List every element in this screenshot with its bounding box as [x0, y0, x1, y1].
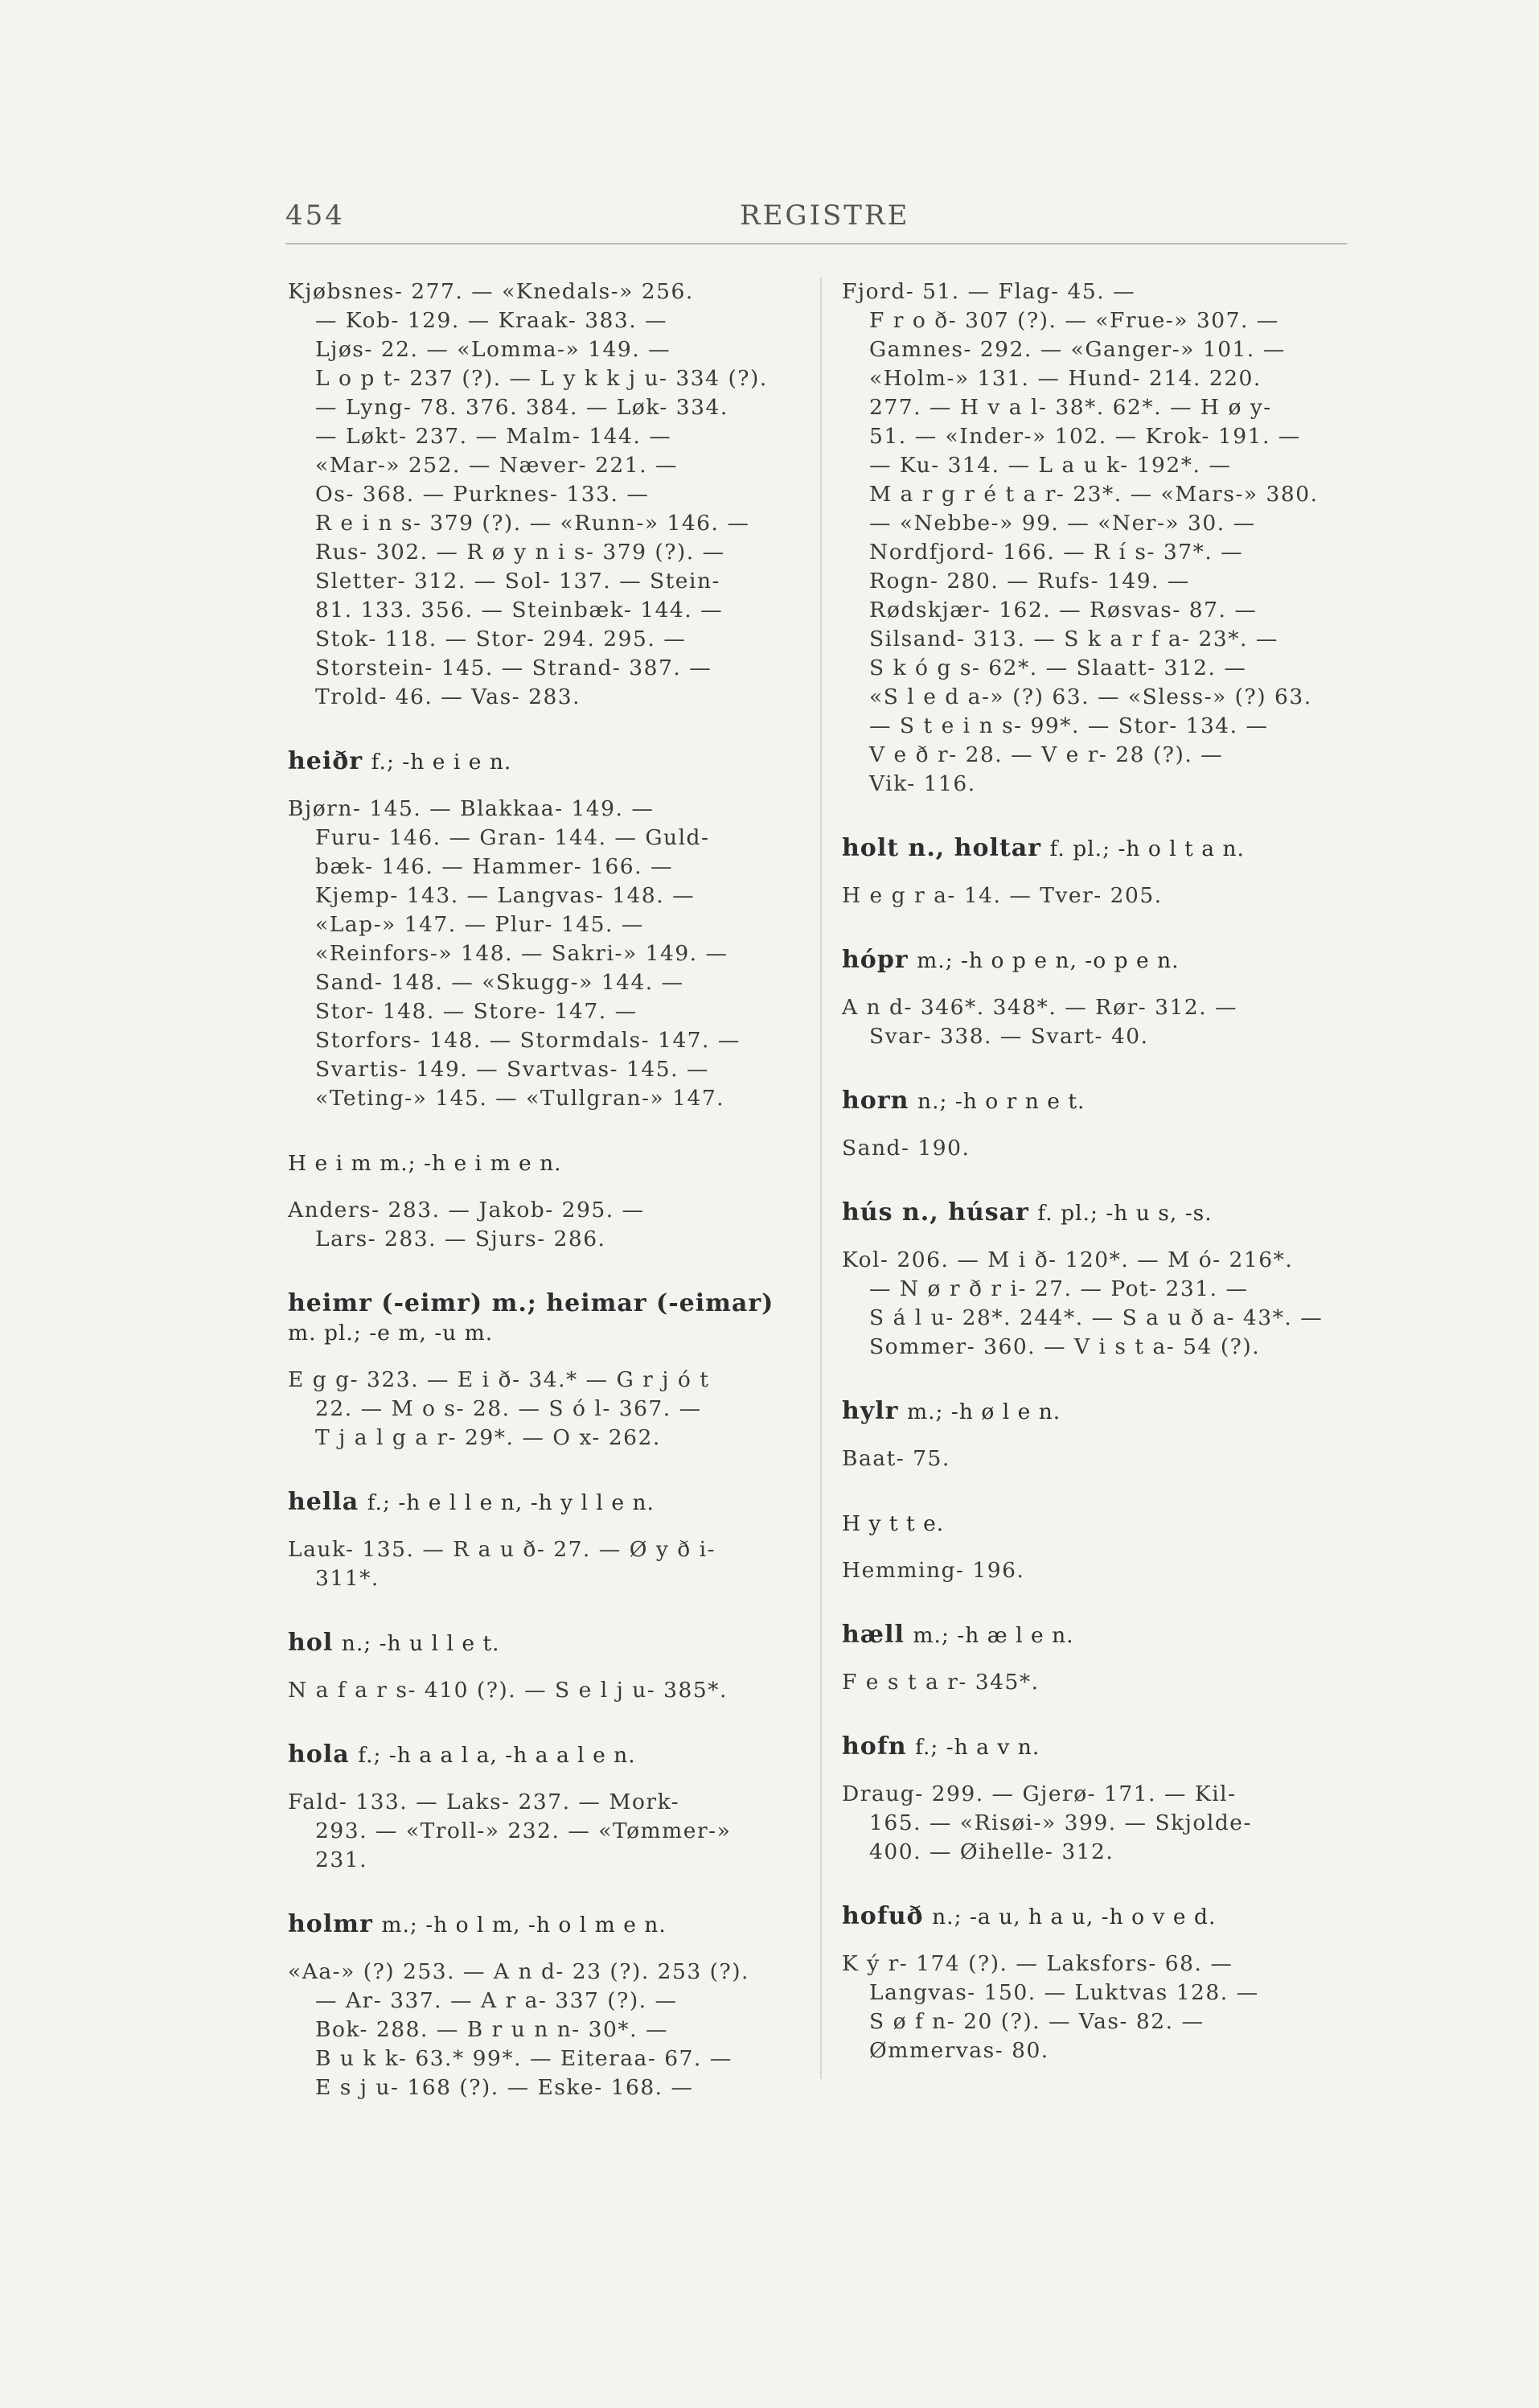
entry-headword: hylr [842, 1397, 899, 1425]
entry-line: E s j u- 168 (?). — Eske- 168. — [315, 2075, 694, 2100]
header-rule [285, 243, 1347, 244]
index-entry [288, 1149, 802, 1254]
entry-headword: horn [842, 1087, 909, 1115]
index-entry [842, 834, 1356, 910]
index-entry [842, 1902, 1356, 2065]
entry-line: — S t e i n s- 99*. — Stor- 134. — [869, 713, 1269, 738]
entry-line: Storstein- 145. — Strand- 387. — [315, 655, 712, 680]
entry-heading [842, 1509, 1356, 1539]
entry-line: 231. [315, 1847, 368, 1872]
index-entry [288, 277, 802, 712]
entry-line: L o p t- 237 (?). — L y k k j u- 334 (?). [315, 366, 768, 391]
entry-line: Silsand- 313. — S k a r f a- 23*. — [869, 627, 1278, 651]
entry-line: Hemming- 196. [842, 1558, 1025, 1583]
entry-grammar: f.; -h e i e n. [371, 750, 512, 775]
entry-line: V e ð r- 28. — V e r- 28 (?). — [869, 742, 1224, 767]
entry-line: «Mar-» 252. — Næver- 221. — [315, 453, 678, 478]
entry-grammar: f.; -h a v n. [915, 1735, 1040, 1760]
entry-grammar: m.; -h æ l e n. [913, 1623, 1074, 1648]
left-column [288, 277, 802, 2138]
entry-grammar: m.; -h o l m, -h o l m e n. [381, 1913, 667, 1937]
entry-heading [288, 1149, 802, 1178]
entry-grammar: m.; -h o p e n, -o p e n. [917, 948, 1180, 973]
entry-line: 400. — Øihelle- 312. [869, 1839, 1114, 1864]
entry-line: A n d- 346*. 348*. — Rør- 312. — [842, 995, 1238, 1020]
entry-line: Fjord- 51. — Flag- 45. — [842, 279, 1136, 304]
index-entry [842, 946, 1356, 1051]
entry-line: «Holm-» 131. — Hund- 214. 220. [869, 366, 1262, 391]
entry-line: Trold- 46. — Vas- 283. [315, 684, 581, 709]
entry-headword: hella [288, 1488, 359, 1516]
entry-line: F r o ð- 307 (?). — «Frue-» 307. — [869, 308, 1279, 333]
entry-line: «Reinfors-» 148. — Sakri-» 149. — [315, 941, 728, 966]
index-entry [842, 1732, 1356, 1867]
entry-line: Sletter- 312. — Sol- 137. — Stein- [315, 569, 720, 594]
entry-line: S k ó g s- 62*. — Slaatt- 312. — [869, 655, 1247, 680]
entry-line: N a f a r s- 410 (?). — S e l j u- 385*. [288, 1678, 728, 1703]
entry-heading [842, 1087, 1356, 1116]
entry-line: Bok- 288. — B r u n n- 30*. — [315, 2017, 668, 2042]
running-title: REGISTRE [740, 199, 910, 232]
entry-line: B u k k- 63.* 99*. — Eiteraa- 67. — [315, 2046, 733, 2071]
page-header [285, 199, 1347, 235]
entry-heading [288, 1910, 802, 1940]
entry-line: Kol- 206. — M i ð- 120*. — M ó- 216*. [842, 1247, 1294, 1272]
entry-line: — Ar- 337. — A r a- 337 (?). — [315, 1988, 678, 2013]
entry-line: 165. — «Risøi-» 399. — Skjolde- [869, 1810, 1252, 1835]
entry-line: Fald- 133. — Laks- 237. — Mork- [288, 1790, 680, 1814]
entry-line: 81. 133. 356. — Steinbæk- 144. — [315, 598, 724, 623]
entry-grammar: H e i m m.; -h e i m e n. [288, 1151, 562, 1176]
entry-line: K ý r- 174 (?). — Laksfors- 68. — [842, 1951, 1233, 1976]
entry-grammar: f.; -h a a l a, -h a a l e n. [358, 1743, 636, 1768]
entry-line: — Lyng- 78. 376. 384. — Løk- 334. [315, 395, 728, 420]
entry-line: Baat- 75. [842, 1446, 950, 1471]
entry-line: S ø f n- 20 (?). — Vas- 82. — [869, 2009, 1205, 2034]
entry-line: Rødskjær- 162. — Røsvas- 87. — [869, 598, 1258, 623]
entry-heading [842, 1902, 1356, 1932]
entry-line: «S l e d a-» (?) 63. — «Sless-» (?) 63. [869, 684, 1312, 709]
entry-line: E g g- 323. — E i ð- 34.* — G r j ó t [288, 1367, 710, 1392]
entry-line: Stok- 118. — Stor- 294. 295. — [315, 627, 687, 651]
entry-heading [842, 1732, 1356, 1762]
entry-heading [288, 1740, 802, 1770]
entry-line: Kjemp- 143. — Langvas- 148. — [315, 883, 696, 908]
entry-grammar: n.; -a u, h a u, -h o v e d. [932, 1905, 1217, 1929]
entry-line: Svartis- 149. — Svartvas- 145. — [315, 1057, 709, 1082]
entry-line: 293. — «Troll-» 232. — «Tømmer-» [315, 1818, 732, 1843]
entry-line: Vik- 116. [869, 771, 976, 796]
entry-line: «Teting-» 145. — «Tullgran-» 147. [315, 1086, 725, 1111]
entry-headword: hópr [842, 946, 909, 974]
entry-line: Anders- 283. — Jakob- 295. — [288, 1198, 645, 1222]
entry-line: 22. — M o s- 28. — S ó l- 367. — [315, 1396, 702, 1421]
entry-grammar: H y t t e. [842, 1511, 945, 1536]
entry-line: Sand- 190. [842, 1136, 971, 1161]
entry-heading [842, 1397, 1356, 1427]
entry-line: Rus- 302. — R ø y n i s- 379 (?). — [315, 540, 725, 565]
entry-line: Ømmervas- 80. [869, 2038, 1049, 2063]
entry-line: — «Nebbe-» 99. — «Ner-» 30. — [869, 511, 1256, 536]
entry-line: Rogn- 280. — Rufs- 149. — [869, 569, 1190, 594]
entry-line: 311*. [315, 1566, 380, 1591]
entry-heading [842, 1621, 1356, 1650]
index-entry [288, 1910, 802, 2102]
index-entry [842, 1621, 1356, 1697]
page-number: 454 [285, 199, 345, 232]
entry-line: T j a l g a r- 29*. — O x- 262. [315, 1425, 661, 1450]
entry-headword: heimr (-eimr) m.; heimar (-eimar) [288, 1289, 774, 1317]
column-divider [820, 277, 822, 2079]
index-entry [288, 1488, 802, 1593]
entry-line: Sand- 148. — «Skugg-» 144. — [315, 970, 684, 995]
entry-grammar: m.; -h ø l e n. [907, 1399, 1061, 1424]
entry-headword: hofn [842, 1732, 907, 1761]
right-column [842, 277, 1356, 2101]
entry-line: bæk- 146. — Hammer- 166. — [315, 854, 674, 879]
entry-line: — Ku- 314. — L a u k- 192*. — [869, 453, 1232, 478]
entry-heading [842, 834, 1356, 864]
index-entry [288, 1740, 802, 1875]
index-entry [842, 1509, 1356, 1585]
entry-grammar: n.; -h o r n e t. [917, 1089, 1086, 1114]
entry-line: Sommer- 360. — V i s t a- 54 (?). [869, 1334, 1261, 1359]
entry-line: — Kob- 129. — Kraak- 383. — [315, 308, 668, 333]
entry-line: F e s t a r- 345*. [842, 1670, 1040, 1695]
entry-headword: hæll [842, 1621, 905, 1649]
entry-heading [288, 1289, 802, 1348]
entry-line: «Aa-» (?) 253. — A n d- 23 (?). 253 (?). [288, 1959, 749, 1984]
index-entry [842, 1397, 1356, 1473]
entry-grammar: m. pl.; -e m, -u m. [288, 1321, 494, 1346]
entry-grammar: f. pl.; -h o l t a n. [1049, 836, 1245, 861]
index-entry [288, 747, 802, 1113]
entry-headword: holt n., holtar [842, 834, 1041, 862]
entry-line: Bjørn- 145. — Blakkaa- 149. — [288, 796, 655, 821]
entry-line: R e i n s- 379 (?). — «Runn-» 146. — [315, 511, 750, 536]
index-entry [842, 1198, 1356, 1362]
entry-line: S á l u- 28*. 244*. — S a u ð a- 43*. — [869, 1305, 1324, 1330]
entry-headword: hús n., húsar [842, 1198, 1029, 1227]
entry-line: Kjøbsnes- 277. — «Knedals-» 256. [288, 279, 694, 304]
entry-line: — N ø r ð r i- 27. — Pot- 231. — [869, 1276, 1249, 1301]
entry-line: M a r g r é t a r- 23*. — «Mars-» 380. [869, 482, 1319, 507]
entry-line: Draug- 299. — Gjerø- 171. — Kil- [842, 1781, 1237, 1806]
entry-line: Langvas- 150. — Luktvas 128. — [869, 1980, 1259, 2005]
index-entry [842, 277, 1356, 799]
entry-heading [288, 747, 802, 777]
entry-heading [842, 946, 1356, 976]
entry-line: Nordfjord- 166. — R í s- 37*. — [869, 540, 1244, 565]
entry-grammar: f. pl.; -h u s, -s. [1037, 1201, 1213, 1226]
entry-line: Furu- 146. — Gran- 144. — Guld- [315, 825, 710, 850]
index-entry [288, 1629, 802, 1705]
entry-heading [842, 1198, 1356, 1228]
entry-line: Storfors- 148. — Stormdals- 147. — [315, 1028, 741, 1053]
index-entry [288, 1289, 802, 1453]
entry-heading [288, 1488, 802, 1518]
entry-line: «Lap-» 147. — Plur- 145. — [315, 912, 644, 937]
entry-headword: hofuð [842, 1902, 924, 1930]
entry-line: Lauk- 135. — R a u ð- 27. — Ø y ð i- [288, 1537, 716, 1562]
entry-line: Os- 368. — Purknes- 133. — [315, 482, 650, 507]
entry-headword: hol [288, 1629, 334, 1657]
entry-grammar: f.; -h e l l e n, -h y l l e n. [367, 1490, 655, 1515]
entry-line: Lars- 283. — Sjurs- 286. [315, 1227, 606, 1251]
entry-line: 277. — H v a l- 38*. 62*. — H ø y- [869, 395, 1272, 420]
entry-line: Svar- 338. — Svart- 40. [869, 1024, 1149, 1049]
entry-line: — Løkt- 237. — Malm- 144. — [315, 424, 672, 449]
entry-line: Stor- 148. — Store- 147. — [315, 999, 638, 1024]
entry-line: H e g r a- 14. — Tver- 205. [842, 883, 1163, 908]
entry-grammar: n.; -h u l l e t. [341, 1631, 500, 1656]
entry-line: 51. — «Inder-» 102. — Krok- 191. — [869, 424, 1301, 449]
entry-headword: hola [288, 1740, 350, 1769]
entry-headword: holmr [288, 1910, 373, 1938]
entry-heading [288, 1629, 802, 1658]
entry-line: Ljøs- 22. — «Lomma-» 149. — [315, 337, 671, 362]
entry-headword: heiðr [288, 747, 363, 775]
entry-line: Gamnes- 292. — «Ganger-» 101. — [869, 337, 1286, 362]
index-entry [842, 1087, 1356, 1163]
